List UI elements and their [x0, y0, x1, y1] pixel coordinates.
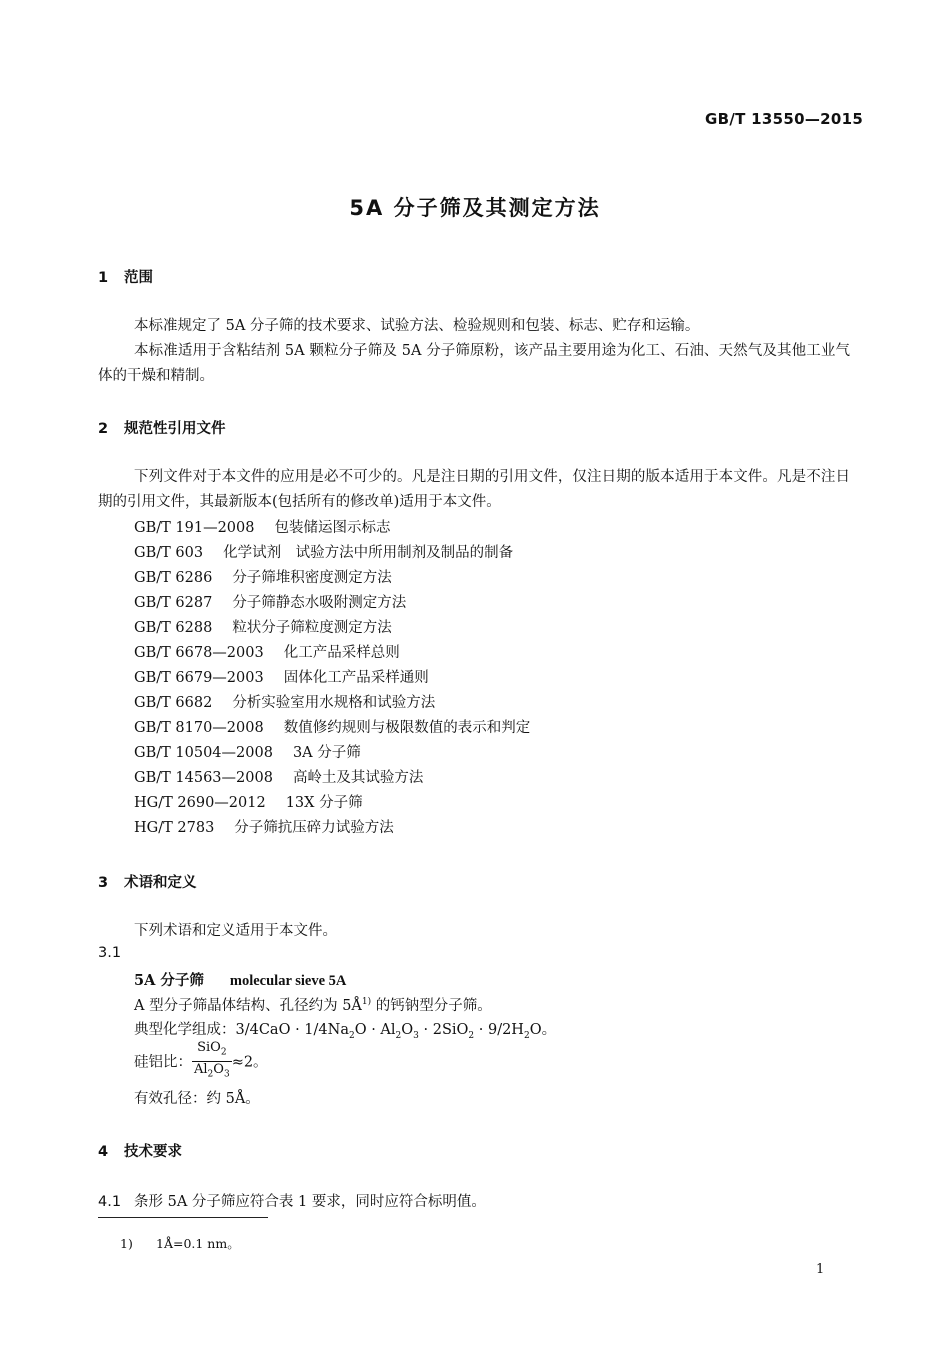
section-3-heading [98, 871, 197, 892]
ratio-fraction [192, 1040, 232, 1082]
section-1-paragraph-1: 本标准规定了 5A 分子筛的技术要求、试验方法、检验规则和包装、标志、贮存和运输。 [134, 318, 700, 334]
reference-item [134, 541, 513, 562]
formula-part: O · Al [354, 1022, 396, 1038]
reference-item [134, 716, 530, 737]
reference-item [134, 516, 390, 537]
section-number: 4 [98, 1144, 109, 1160]
footnote-ref: 1) [361, 997, 372, 1008]
formula-part: O [401, 1022, 414, 1038]
formula-part: 3/4CaO · 1/4Na [235, 1022, 349, 1038]
reference-title: 高岭土及其试验方法 [292, 770, 424, 786]
subsection-4-1 [98, 1190, 486, 1211]
reference-code: GB/T 6678—2003 [134, 645, 264, 661]
ratio-label: 硅铝比： [134, 1054, 192, 1071]
term-definition [134, 994, 492, 1015]
si-al-ratio [134, 1040, 268, 1082]
denominator-sub: 3 [223, 1069, 230, 1080]
reference-title: 固体化工产品采样通则 [283, 670, 429, 686]
reference-code: HG/T 2690—2012 [134, 795, 266, 811]
reference-code: GB/T 6288 [134, 620, 213, 636]
formula-sub: 3 [413, 1030, 419, 1041]
reference-code: GB/T 6287 [134, 595, 213, 611]
reference-code: GB/T 10504—2008 [134, 745, 273, 761]
denominator-sub: 2 [207, 1069, 214, 1080]
reference-title: 分子筛抗压碎力试验方法 [234, 820, 394, 836]
reference-code: GB/T 6679—2003 [134, 670, 264, 686]
reference-item [134, 691, 435, 712]
reference-item [134, 616, 392, 637]
reference-item [134, 791, 363, 812]
effective-pore-size: 有效孔径：约 5Å。 [134, 1091, 260, 1107]
section-2-paragraph-1: 下列文件对于本文件的应用是必不可少的。凡是注日期的引用文件，仅注日期的版本适用于本文件。凡是不注日期的引用文件，其最新版本(包括所有的修改单)适用于本文件。 [98, 469, 850, 510]
term-english: molecular sieve 5A [229, 973, 347, 989]
fraction-denominator [192, 1062, 232, 1083]
formula-sub: 2 [468, 1030, 475, 1041]
term-chinese: 5A 分子筛 [134, 972, 204, 989]
reference-code: GB/T 8170—2008 [134, 720, 264, 736]
formula-sub: 2 [395, 1030, 402, 1041]
formula-part: · 2SiO [418, 1022, 469, 1038]
footnote-mark: 1) [120, 1236, 133, 1251]
reference-item [134, 566, 392, 587]
reference-title: 13X 分子筛 [285, 795, 363, 811]
formula-part: O。 [529, 1022, 557, 1038]
numerator-sub: 2 [220, 1047, 227, 1058]
reference-code: GB/T 6286 [134, 570, 213, 586]
ratio-value: ≈2。 [231, 1054, 268, 1071]
footnote [120, 1234, 240, 1252]
definition-text-end: 的钙钠型分子筛。 [371, 998, 492, 1014]
reference-item [134, 766, 423, 787]
section-1-heading [98, 266, 153, 287]
section-2-heading [98, 417, 226, 438]
section-4-heading [98, 1140, 182, 1161]
denominator-text: O [213, 1061, 224, 1077]
term-entry [134, 969, 346, 990]
subsection-text: 条形 5A 分子筛应符合表 1 要求，同时应符合标明值。 [134, 1194, 486, 1210]
document-title: 5A 分子筛及其测定方法 [349, 196, 601, 220]
section-title: 术语和定义 [124, 875, 197, 891]
reference-code: GB/T 191—2008 [134, 520, 255, 536]
page-number: 1 [816, 1262, 825, 1277]
reference-code: GB/T 14563—2008 [134, 770, 273, 786]
reference-title: 数值修约规则与极限数值的表示和判定 [283, 720, 531, 736]
reference-title: 分子筛堆积密度测定方法 [232, 570, 392, 586]
section-3-paragraph-1: 下列术语和定义适用于本文件。 [134, 923, 337, 939]
formula-sub: 2 [523, 1030, 530, 1041]
section-title: 范围 [124, 270, 153, 286]
reference-item [134, 816, 394, 837]
reference-item [134, 641, 400, 662]
reference-title: 分析实验室用水规格和试验方法 [232, 695, 436, 711]
formula-sub: 2 [348, 1030, 355, 1041]
section-number: 2 [98, 421, 109, 437]
section-1-paragraph-2: 本标准适用于含粘结剂 5A 颗粒分子筛及 5A 分子筛原粉，该产品主要用途为化工、石油、天然气及其他工业气体的干燥和精制。 [98, 343, 850, 384]
reference-item [134, 741, 361, 762]
footnote-divider [98, 1217, 268, 1218]
footnote-text: 1Å=0.1 nm。 [156, 1236, 240, 1251]
numerator-text: SiO [197, 1040, 221, 1055]
section-title: 规范性引用文件 [124, 421, 226, 437]
reference-title: 3A 分子筛 [292, 745, 361, 761]
reference-title: 化学试剂 试验方法中所用制剂及制品的制备 [223, 545, 514, 561]
reference-title: 包装储运图示标志 [274, 520, 391, 536]
denominator-text: Al [194, 1061, 208, 1077]
reference-code: GB/T 6682 [134, 695, 213, 711]
reference-code: HG/T 2783 [134, 820, 215, 836]
composition-label: 典型化学组成： [134, 1022, 236, 1038]
section-number: 3 [98, 875, 109, 891]
formula [235, 1022, 557, 1041]
reference-title: 粒状分子筛粒度测定方法 [232, 620, 392, 636]
chemical-composition [134, 1018, 556, 1041]
reference-item [134, 666, 429, 687]
formula-part: · 9/2H [474, 1022, 524, 1038]
definition-text: A 型分子筛晶体结构、孔径约为 5Å [134, 998, 362, 1014]
subsection-number: 3.1 [98, 945, 122, 961]
reference-item [134, 591, 406, 612]
reference-title: 化工产品采样总则 [283, 645, 400, 661]
fraction-numerator [192, 1040, 232, 1062]
section-number: 1 [98, 270, 109, 286]
reference-code: GB/T 603 [134, 545, 204, 561]
subsection-number: 4.1 [98, 1194, 122, 1210]
reference-title: 分子筛静态水吸附测定方法 [232, 595, 407, 611]
section-title: 技术要求 [124, 1144, 182, 1160]
standard-code: GB/T 13550—2015 [705, 110, 864, 128]
